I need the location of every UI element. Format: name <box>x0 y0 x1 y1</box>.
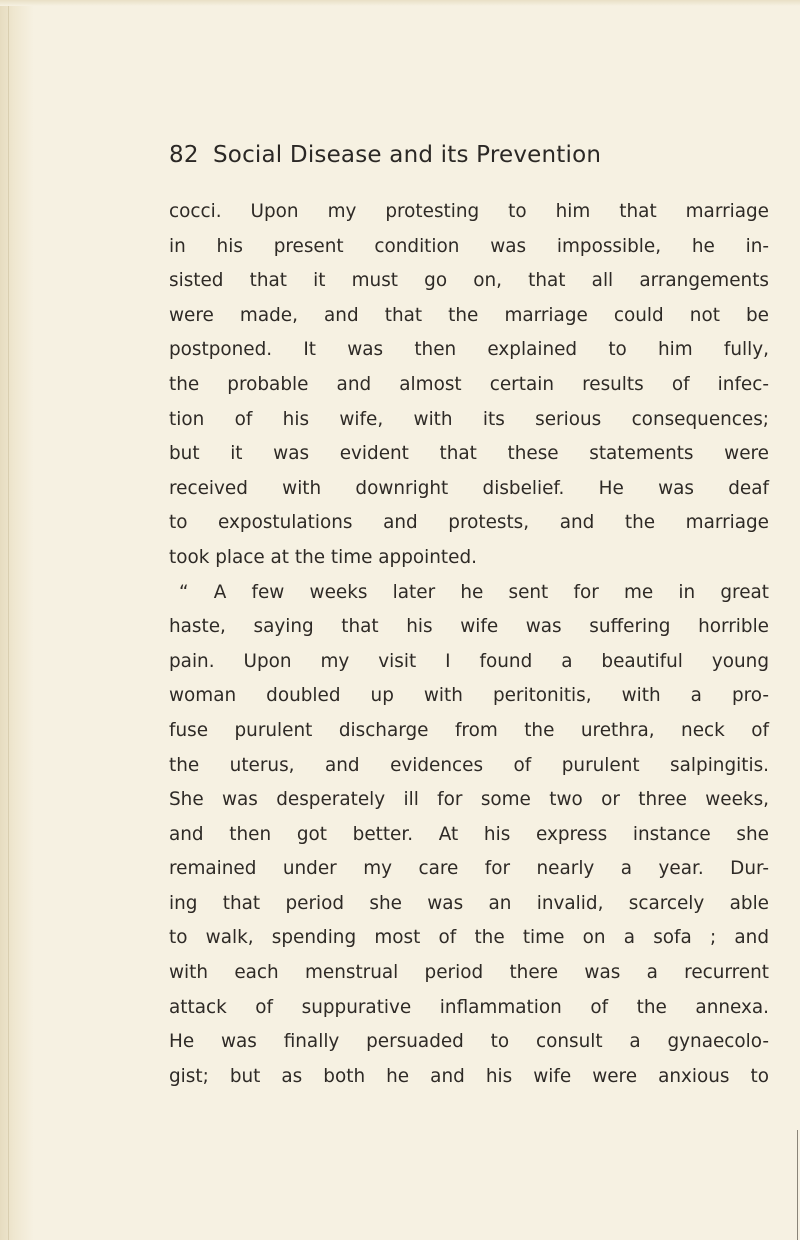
text-line: She was desperately ill for some two or three weeks, <box>169 789 769 811</box>
paragraph-start-line: “ A few weeks later he sent for me in great <box>179 581 769 603</box>
text-line: haste, saying that his wife was suffering horrible <box>169 616 769 638</box>
text-line: were made, and that the marriage could not be <box>169 304 769 326</box>
page-gutter-shadow <box>0 0 34 1240</box>
text-line: pain. Upon my visit I found a beautiful young <box>169 650 769 672</box>
paragraph-end-line: took place at the time appointed. <box>169 546 477 568</box>
binding-line <box>8 0 9 1240</box>
text-line: postponed. It was then explained to him fully, <box>169 339 769 361</box>
text-line: and then got better. At his express instance she <box>169 823 769 845</box>
text-line: ing that period she was an invalid, scarcely able <box>169 892 769 914</box>
running-header <box>169 142 729 182</box>
text-line: but it was evident that these statements were <box>169 443 769 465</box>
text-line: received with downright disbelief. He was deaf <box>169 477 769 499</box>
text-line: attack of suppurative inflammation of the annexa. <box>169 996 769 1018</box>
text-line: gist; but as both he and his wife were anxious to <box>169 1065 769 1087</box>
text-line: He was finally persuaded to consult a gynaecolo- <box>169 1031 769 1053</box>
text-line: remained under my care for nearly a year. Dur- <box>169 858 769 880</box>
text-line: in his present condition was impossible, he in- <box>169 235 769 257</box>
text-line: fuse purulent discharge from the urethra, neck of <box>169 719 769 741</box>
text-line: cocci. Upon my protesting to him that marriage <box>169 201 769 222</box>
text-line: sisted that it must go on, that all arrangements <box>169 270 769 292</box>
text-line: woman doubled up with peritonitis, with a pro- <box>169 685 769 707</box>
running-title: Social Disease and its Prevention <box>213 142 602 168</box>
text-line: the uterus, and evidences of purulent salpingitis. <box>169 754 769 776</box>
page-number: 82 <box>169 142 199 168</box>
text-line: the probable and almost certain results of infec- <box>169 373 769 395</box>
page-edge-mark <box>797 1130 798 1240</box>
text-line: to expostulations and protests, and the marriage <box>169 512 769 534</box>
text-line: with each menstrual period there was a recurrent <box>169 962 769 984</box>
page-top-edge <box>0 0 800 6</box>
text-line: to walk, spending most of the time on a sofa ; and <box>169 927 769 949</box>
text-line: tion of his wife, with its serious consequences; <box>169 408 769 430</box>
body-text <box>169 195 769 1094</box>
